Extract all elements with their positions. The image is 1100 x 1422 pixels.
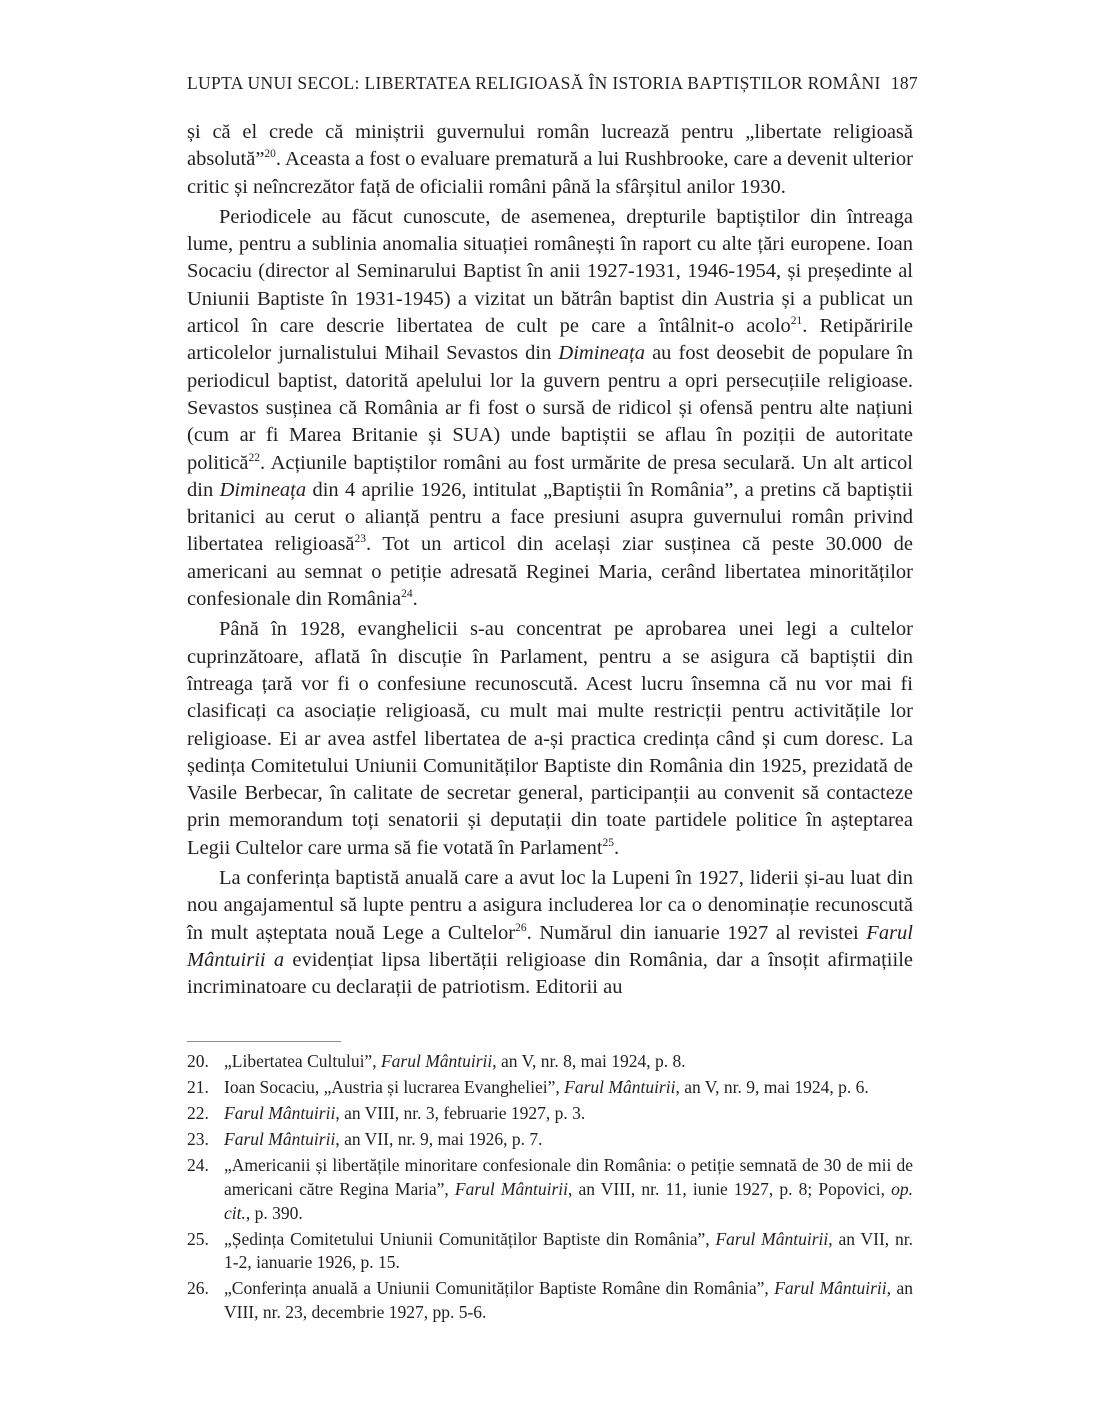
footnote-reference: 21	[790, 315, 803, 328]
paragraph-text: Până în 1928, evanghelicii s-au concentrat pe aprobarea unei legi a cultelor cuprinzătoare, aflată în discuție în Parlament, pentru a se asigura că baptiștii din întreaga țară vor fi o confesiune recunoscută. Acest lucru însemna că nu vor mai fi clasificați ca asociație religioasă, cu mult mai multe restricții pentru activitățile lor religioase. Ei ar avea astfel libertatea de a-și practica credința când și cum doresc. La ședința Comitetului Uniunii Comunităților Baptiste din România din 1925, prezidată de Vasile Berbecar, în calitate de secretar general, participanții au convenit să contacteze prin memorandum toți senatorii și deputații din toate partidele politice în așteptarea Legii Cultelor care urma să fie votată în Parlament	[187, 618, 913, 859]
footnote-reference: 25	[602, 836, 615, 849]
italic-text: Farul Mântuirii a	[187, 921, 913, 971]
footnote	[187, 1050, 913, 1074]
footnote-reference: 26	[515, 921, 527, 934]
footnote	[187, 1154, 913, 1225]
paragraph	[187, 616, 913, 862]
footnote-number: 24.	[187, 1155, 209, 1176]
paragraph-text: . Acțiunile baptiștilor români au fost urmărite de presa seculară. Un alt articol din	[187, 451, 913, 501]
footnote-text-run: , an VIII, nr. 3, februarie 1927, p. 3.	[335, 1103, 586, 1124]
footnote-reference: 23	[354, 533, 367, 546]
footnote-text	[224, 1154, 913, 1225]
footnote-text-run: , an V, nr. 8, mai 1924, p. 8.	[492, 1051, 686, 1071]
footnote-text	[224, 1102, 913, 1126]
footnote-number: 20.	[187, 1051, 209, 1071]
footnote-text-run: „Ședința Comitetului Uniunii Comunităților Baptiste din România”,	[224, 1228, 716, 1249]
footnote-text	[224, 1050, 913, 1074]
paragraph	[187, 865, 913, 1001]
running-header	[187, 73, 919, 94]
italic-text: Farul Mântuirii	[774, 1278, 887, 1299]
paragraph	[187, 119, 913, 201]
paragraph-text: evidențiat lipsa libertății religioase din România, dar a însoțit afirmațiile incriminatoare cu declarații de patriotism. Editorii au	[187, 948, 913, 999]
footnote-text	[224, 1228, 913, 1275]
italic-text: Farul Mântuirii	[380, 1051, 493, 1071]
paragraph-text: . Tot un articol din același ziar susținea că peste 30.000 de americani au semnat o petiție adresată Reginei Maria, cerând libertatea minorităților confesionale din România	[187, 533, 913, 611]
page-number: 187	[890, 73, 919, 93]
paragraph	[187, 204, 913, 613]
footnote-number: 25.	[187, 1228, 209, 1249]
footnote-text-run: , an VII, nr. 1-2, ianuarie 1926, p. 15.	[224, 1228, 913, 1273]
paragraph-text: Periodicele au făcut cunoscute, de asemenea, drepturile baptiștilor din întreaga lume, pentru a sublinia anomalia situației românești în raport cu alte țări europene. Ioan Socaciu (director al Seminarului Baptist în anii 1927-1931, 1946-1954, și președinte al Uniunii Baptiste în 1931-1945) a vizitat un bătrân baptist din Austria și a publicat un articol în care descrie libertatea de cult pe care a întâlnit-o acolo	[187, 205, 913, 338]
italic-text: Farul Mântuirii	[715, 1228, 829, 1249]
paragraph-text: .	[412, 588, 418, 611]
footnote-text-run: , an VIII, nr. 23, decembrie 1927, pp. 5-6.	[224, 1278, 913, 1322]
footnote-text-run: , an VII, nr. 9, mai 1926, p. 7.	[335, 1129, 543, 1150]
footnote-text-run: , p. 390.	[245, 1202, 303, 1223]
footnote-text	[224, 1128, 913, 1152]
footnote-text	[224, 1277, 913, 1324]
footnotes	[187, 1050, 913, 1327]
paragraph-text: au fost deosebit de populare în periodicul baptist, datorită apelului lor la guvern pentru a opri persecuțiile religioase. Sevastos susținea că România ar fi fost o sursă de ridicol și ofensă pentru alte națiuni (cum ar fi Marea Britanie și SUA) unde baptiștii se aflau în poziții de autoritate politică	[187, 342, 913, 474]
footnote-reference: 22	[248, 451, 260, 464]
footnote	[187, 1228, 913, 1275]
footnote-number: 26.	[187, 1278, 209, 1299]
paragraph-text: La conferința baptistă anuală care a avut loc la Lupeni în 1927, liderii și-au luat din nou angajamentul să lupte pentru a asigura includerea lor ca o denominație recunoscută în mult așteptata nouă Lege a Cultelor	[187, 867, 913, 944]
footnote-text-run: , an V, nr. 9, mai 1924, p. 6.	[675, 1077, 869, 1098]
italic-text: Farul Mântuirii	[564, 1077, 676, 1098]
footnote	[187, 1277, 913, 1324]
footnote	[187, 1076, 913, 1100]
footnote-text	[224, 1076, 913, 1100]
body-text	[187, 119, 913, 1005]
paragraph-text: și că el crede că miniștrii guvernului român lucrează pentru „libertate religioasă absolută”	[187, 121, 913, 171]
footnote-text-run: „Libertatea Cultului”,	[224, 1051, 381, 1071]
footnote-number: 23.	[187, 1129, 209, 1150]
footnote-text-run: „Conferința anuală a Uniunii Comunităților Baptiste Române din România”,	[224, 1278, 775, 1299]
italic-text: Farul Mântuirii	[224, 1129, 336, 1150]
footnote-divider	[187, 1041, 341, 1042]
italic-text: op. cit.	[224, 1178, 913, 1223]
paragraph-text: . Retipăririle articolelor jurnalistului Mihail Sevastos din	[187, 315, 913, 365]
footnote	[187, 1128, 913, 1152]
italic-text: Dimineața	[219, 478, 307, 501]
italic-text: Farul Mântuirii	[224, 1103, 336, 1124]
paragraph-text: . Aceasta a fost o evaluare prematură a lui Rushbrooke, care a devenit ulterior critic și neîncrezător față de oficialii români până la sfârșitul anilor 1930.	[187, 148, 913, 198]
footnote-text-run: „Americanii și libertățile minoritare confesionale din România: o petiție semnată de 30 de mii de americani către Regina Maria”,	[224, 1155, 913, 1199]
paragraph-text: .	[614, 836, 620, 859]
italic-text: Dimineața	[558, 342, 645, 365]
footnote	[187, 1102, 913, 1126]
footnote-reference: 24	[401, 588, 413, 601]
footnote-text-run: , an VIII, nr. 11, iunie 1927, p. 8; Popovici,	[567, 1178, 892, 1199]
paragraph-text: din 4 aprilie 1926, intitulat „Baptiștii în România”, a pretins că baptiștii britanici au cerut o alianță pentru a face presiuni asupra guvernului român privind libertatea religioasă	[187, 478, 914, 556]
footnote-text-run: Ioan Socaciu, „Austria și lucrarea Evangheliei”,	[224, 1077, 565, 1098]
footnote-reference: 20	[264, 148, 276, 161]
paragraph-text: . Numărul din ianuarie 1927 al revistei	[526, 921, 867, 944]
running-title: LUPTA UNUI SECOL: LIBERTATEA RELIGIOASĂ ÎN ISTORIA BAPTIȘTILOR ROMÂNI	[187, 73, 881, 93]
footnote-number: 22.	[187, 1103, 209, 1124]
italic-text: Farul Mântuirii	[454, 1178, 568, 1199]
footnote-number: 21.	[187, 1077, 209, 1098]
